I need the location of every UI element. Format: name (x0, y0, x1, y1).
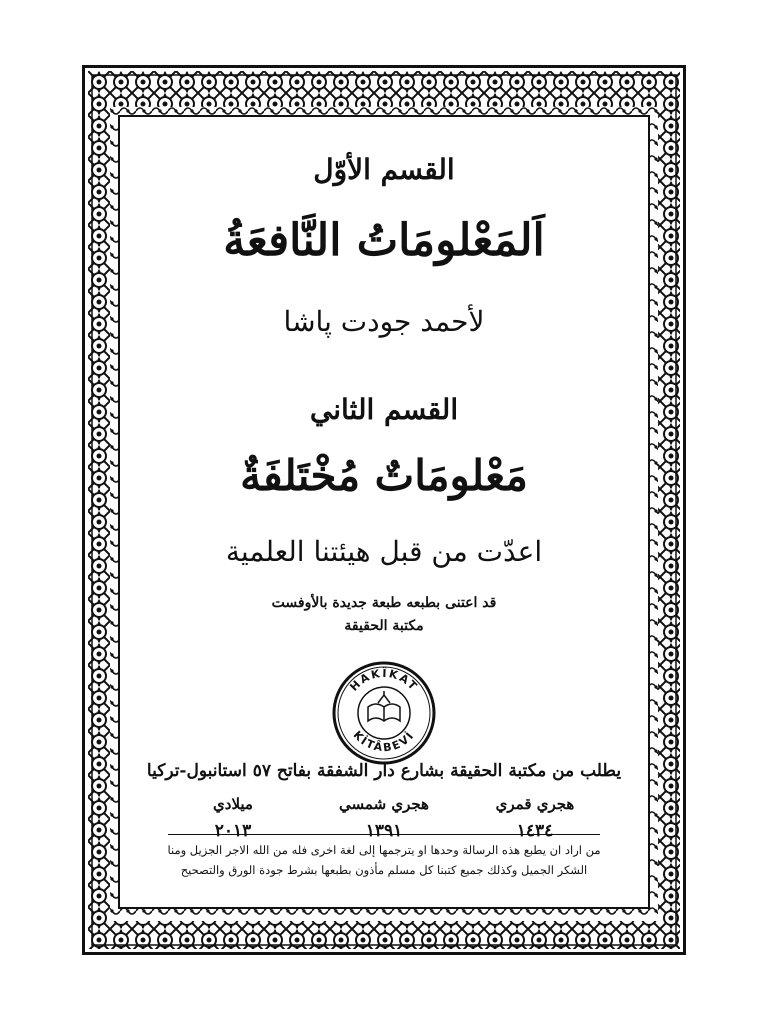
section1-title: اَلمَعْلومَاتُ النَّافعَةُ (223, 215, 545, 266)
date-value: ٢٠١٣ (214, 821, 252, 841)
date-label: هجري شمسي (339, 795, 429, 813)
date-label: هجري قمري (495, 795, 575, 813)
address-line: يطلب من مكتبة الحقيقة بشارع دار الشفقة بفاتح ٥٧ استانبول-تركيا (146, 761, 622, 781)
prepared-by-line: اعدّت من قبل هيئتنا العلمية (225, 535, 543, 568)
title-content (118, 115, 650, 909)
author-line: لأحمد جودت پاشا (283, 305, 485, 338)
footer-note-line-1: من اراد ان يطبع هذه الرسالة وحدها او يترجمها إلى لغة اخرى فله من الله الاجر الجزيل ومنا (167, 843, 601, 857)
footer-note (156, 840, 612, 880)
divider (168, 834, 600, 835)
section2-title: مَعْلومَاتٌ مُخْتَلفَةٌ (240, 451, 528, 500)
publisher-line-1: قد اعتنى بطبعه طبعة جديدة بالأوفست (271, 595, 497, 611)
seal-text-bottom: KİTÂBEVİ (350, 728, 418, 755)
section2-heading: القسم الثاني (309, 393, 459, 426)
publisher-seal-logo (328, 657, 440, 769)
date-value: ١٤٣٤ (516, 821, 554, 841)
date-label: ميلادي (213, 795, 253, 813)
seal-text-top: HAKÎKAT (347, 666, 421, 694)
date-value: ١٣٩١ (365, 821, 403, 841)
footer-note-line-2: الشكر الجميل وكذلك جميع كتبنا كل مسلم مأذون بطبعها بشرط جودة الورق والتصحيح (180, 863, 588, 877)
section1-heading: القسم الأوّل (313, 153, 455, 186)
publisher-line-2: مكتبة الحقيقة (344, 618, 424, 634)
